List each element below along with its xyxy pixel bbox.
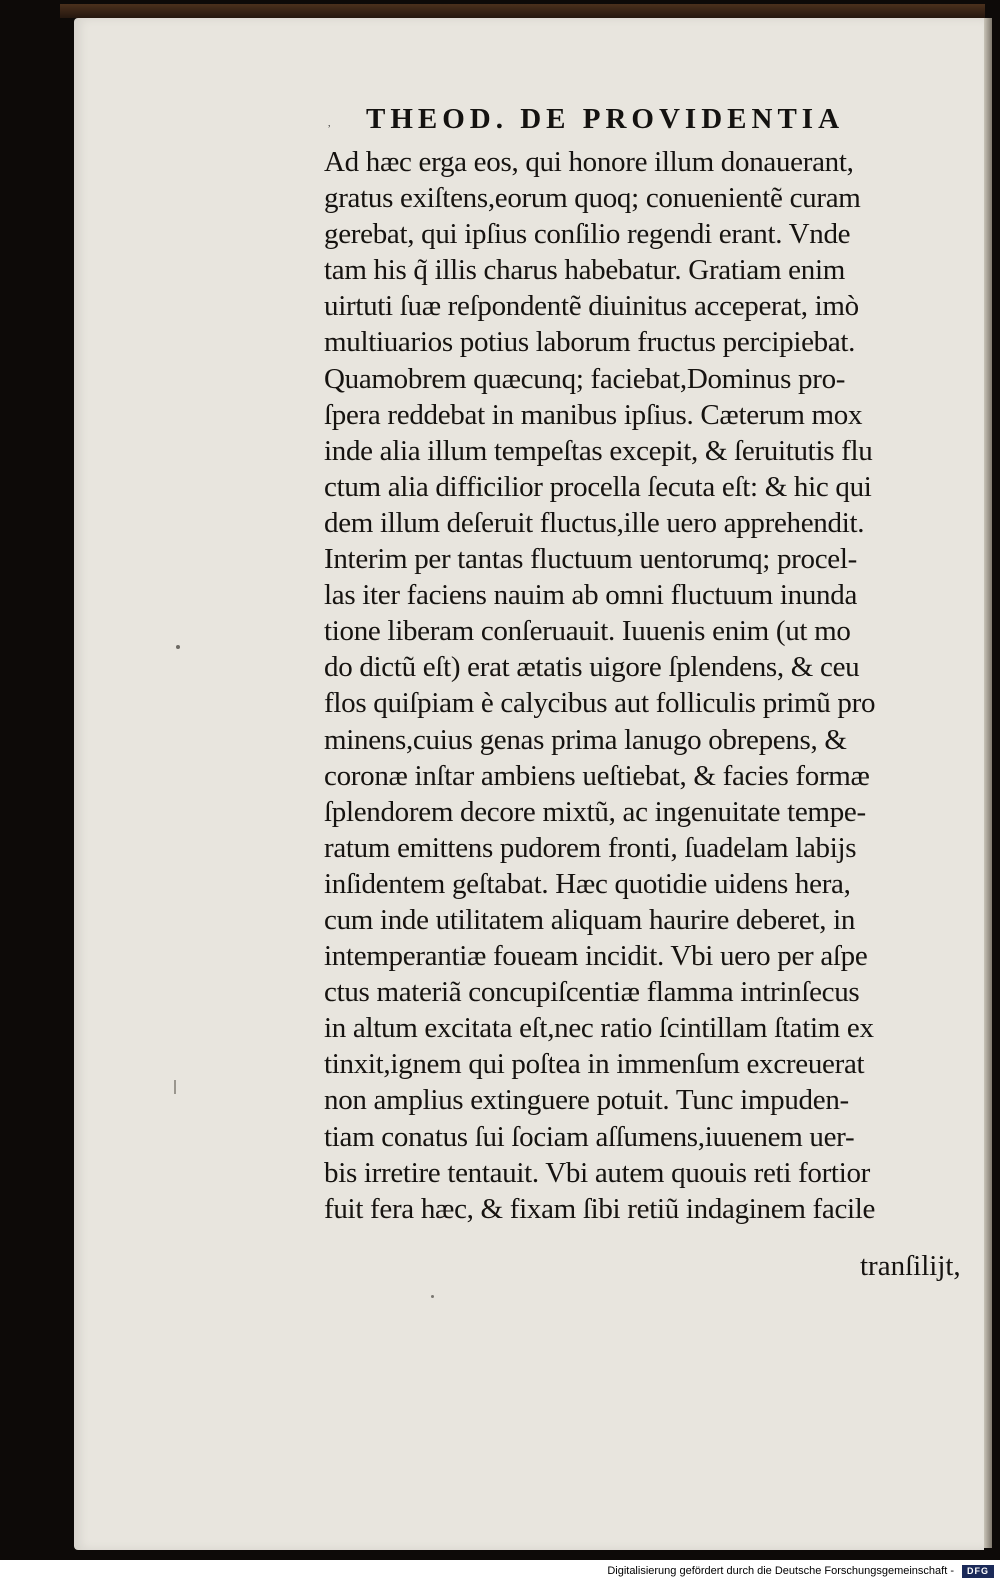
page-fore-edge — [984, 18, 992, 1548]
text-line: ratum emittens pudorem fronti, ſuadelam labijs — [324, 831, 857, 864]
text-line: ctus materiã concupiſcentiæ flamma intrinſecus — [324, 976, 860, 1009]
text-block — [324, 144, 964, 1227]
text-line: inſidentem geſtabat. Hæc quotidie uidens hera, — [324, 867, 851, 900]
text-line: tinxit,ignem qui poſtea in immenſum excreuerat — [324, 1048, 865, 1081]
text-line: in altum excitata eſt,nec ratio ſcintillam ſtatim ex — [324, 1012, 874, 1045]
running-head: THEOD. DE PROVIDENTIA — [366, 103, 845, 135]
paper-speck — [176, 645, 180, 649]
catchword: tranſilijt, — [860, 1250, 961, 1282]
text-line: non amplius extinguere potuit. Tunc impuden- — [324, 1084, 849, 1117]
text-line: dem illum deſeruit fluctus,ille uero apprehendit. — [324, 506, 865, 539]
text-line: las iter faciens nauim ab omni fluctuum inunda — [324, 579, 858, 612]
text-line: ſpera reddebat in manibus ipſius. Cæterum mox — [324, 398, 863, 431]
text-line: multiuarios potius laborum fructus percipiebat. — [324, 326, 856, 359]
text-line: tione liberam conſeruauit. Iuuenis enim (ut mo — [324, 615, 851, 648]
head-mark: , — [328, 118, 331, 129]
text-line: bis irretire tentauit. Vbi autem quouis reti fortior — [324, 1156, 871, 1189]
text-line: Quamobrem quæcunq; faciebat,Dominus pro- — [324, 362, 846, 395]
text-line: uirtuti ſuæ reſpondentẽ diuinitus acceperat, imò — [324, 290, 859, 323]
dfg-logo-icon: DFG — [962, 1565, 994, 1578]
text-line: fuit fera hæc, & fixam ſibi retiũ indaginem facile — [324, 1192, 876, 1225]
text-line: ctum alia difficilior procella ſecuta eſt: & hic qui — [324, 470, 872, 503]
text-line: Interim per tantas fluctuum uentorumq; procel- — [324, 543, 857, 576]
text-line: ſplendorem decore mixtũ, ac ingenuitate tempe- — [324, 795, 866, 828]
text-line: intemperantiæ foueam incidit. Vbi uero per aſpe — [324, 940, 868, 973]
paper-mark — [174, 1080, 176, 1094]
digitization-footer — [0, 1560, 1000, 1584]
text-line: inde alia illum tempeſtas excepit, & ſeruitutis flu — [324, 434, 873, 467]
text-line: gerebat, qui ipſius conſilio regendi erant. Vnde — [324, 218, 851, 251]
book-top-edge — [60, 4, 985, 18]
paper-speck — [431, 1295, 434, 1298]
text-line: gratus exiſtens,eorum quoq; conuenientẽ curam — [324, 182, 861, 215]
text-line: Ad hæc erga eos, qui honore illum donauerant, — [324, 146, 854, 178]
text-line: coronæ inſtar ambiens ueſtiebat, & facies formæ — [324, 759, 870, 792]
text-line: tam his q̃ illis charus habebatur. Gratiam enim — [324, 254, 845, 287]
text-line: tiam conatus ſui ſociam aſſumens,iuuenem uer- — [324, 1120, 855, 1153]
text-line: do dictũ eſt) erat ætatis uigore ſplendens, & ceu — [324, 651, 860, 684]
text-line: minens,cuius genas prima lanugo obrepens, & — [324, 723, 847, 756]
text-line: cum inde utilitatem aliquam haurire deberet, in — [324, 903, 856, 936]
funding-credit: Digitalisierung gefördert durch die Deutsche Forschungsgemeinschaft - — [607, 1565, 954, 1577]
text-line: flos quiſpiam è calycibus aut folliculis primũ pro — [324, 687, 876, 720]
